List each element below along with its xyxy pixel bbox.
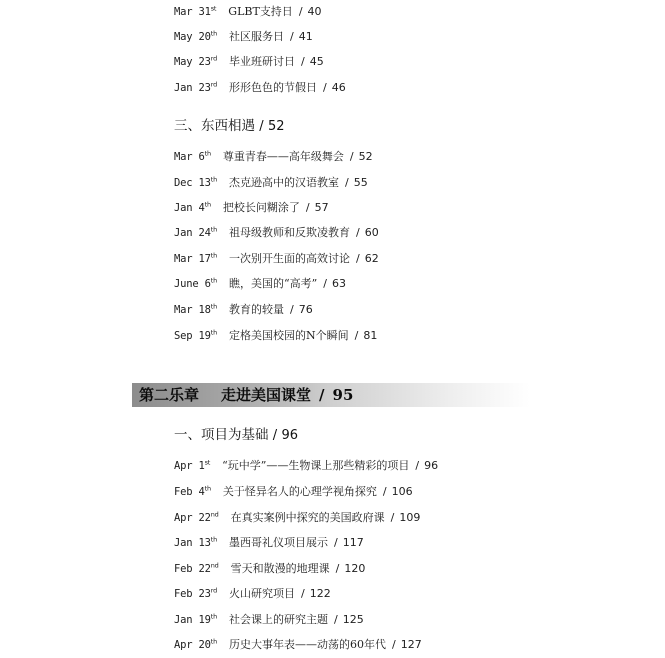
toc-entry — [174, 587, 331, 601]
entry-date: June 6th — [174, 276, 218, 290]
entry-date: Apr 1st — [174, 458, 211, 472]
toc-entry — [174, 201, 329, 215]
entry-page: 122 — [309, 587, 331, 600]
section-heading — [174, 117, 285, 136]
entry-separator: / — [298, 5, 303, 18]
toc-entry — [174, 329, 377, 343]
entry-date: Jan 23rd — [174, 80, 218, 94]
toc-entry — [174, 562, 365, 576]
entry-date: May 20th — [174, 29, 218, 43]
entry-title: 在真实案例中探究的美国政府课 — [230, 511, 385, 524]
toc-entry — [174, 459, 438, 473]
entry-separator: / — [392, 638, 396, 651]
entry-date: Mar 17th — [174, 251, 218, 265]
entry-page: 96 — [424, 459, 439, 472]
entry-title: 墨西哥礼仪项目展示 — [229, 536, 329, 549]
entry-title: 形形色色的节假日 — [229, 81, 318, 94]
entry-title: 毕业班研讨日 — [229, 55, 296, 68]
entry-date: Feb 23rd — [174, 586, 218, 600]
entry-title: 火山研究项目 — [229, 587, 296, 600]
entry-separator: / — [334, 613, 338, 626]
toc-entry — [174, 30, 313, 44]
entry-date: Feb 4th — [174, 484, 211, 498]
entry-separator: / — [390, 511, 395, 524]
entry-page: 81 — [363, 329, 378, 342]
section-separator: / — [259, 119, 264, 134]
entry-separator: / — [415, 459, 420, 472]
chapter-title: 走进美国课堂 — [221, 386, 312, 404]
entry-date: Jan 19th — [174, 612, 218, 626]
entry-title: 雪天和散漫的地理课 — [230, 562, 330, 575]
entry-date: Jan 24th — [174, 225, 218, 239]
toc-entry — [174, 252, 379, 266]
entry-separator: / — [354, 329, 359, 342]
toc-entry — [174, 277, 346, 291]
entry-page: 63 — [332, 277, 346, 290]
entry-title: 历史大事年表——动荡的60年代 — [229, 638, 387, 651]
toc-entry — [174, 511, 420, 525]
entry-date: Feb 22nd — [174, 561, 219, 575]
entry-date: Jan 4th — [174, 200, 211, 214]
entry-page: 117 — [342, 536, 364, 549]
entry-page: 52 — [358, 150, 373, 163]
chapter-separator: / — [319, 386, 325, 404]
entry-separator: / — [345, 176, 349, 189]
entry-separator: / — [382, 485, 387, 498]
entry-separator: / — [290, 30, 294, 43]
entry-page: 40 — [307, 5, 322, 18]
entry-page: 45 — [309, 55, 324, 68]
toc-entry — [174, 638, 422, 652]
entry-separator: / — [349, 150, 354, 163]
toc-entry — [174, 485, 413, 499]
entry-date: Sep 19th — [174, 328, 218, 342]
entry-date: Mar 6th — [174, 149, 211, 163]
entry-date: Mar 18th — [174, 302, 218, 316]
entry-title: 瞧，美国的“高考” — [229, 277, 318, 290]
toc-entry — [174, 55, 324, 69]
toc-entry — [174, 303, 313, 317]
entry-separator: / — [323, 81, 327, 94]
section-heading — [174, 426, 298, 445]
toc-entry — [174, 5, 322, 19]
entry-separator: / — [301, 55, 305, 68]
entry-separator: / — [356, 226, 360, 239]
entry-date: Apr 22nd — [174, 510, 219, 524]
entry-page: 62 — [364, 252, 379, 265]
entry-page: 41 — [298, 30, 313, 43]
section-page: 96 — [281, 428, 299, 443]
entry-date: Jan 13th — [174, 535, 218, 549]
entry-separator: / — [335, 562, 340, 575]
entry-page: 60 — [364, 226, 379, 239]
entry-title: 一次别开生面的高效讨论 — [229, 252, 351, 265]
entry-page: 76 — [298, 303, 313, 316]
entry-title: 祖母级教师和反欺凌教育 — [229, 226, 351, 239]
section-page: 52 — [267, 119, 285, 134]
entry-title: 把校长问糊涂了 — [222, 201, 300, 214]
chapter-heading — [139, 383, 353, 407]
entry-page: 46 — [331, 81, 346, 94]
entry-separator: / — [356, 252, 360, 265]
entry-title: 定格美国校园的N个瞬间 — [229, 329, 349, 342]
entry-date: Apr 20th — [174, 637, 218, 651]
entry-title: GLBT支持日 — [228, 5, 293, 18]
entry-title: 社会课上的研究主题 — [229, 613, 329, 626]
entry-page: 125 — [342, 613, 364, 626]
section-label: 三、东西相遇 — [174, 118, 255, 134]
entry-title: 教育的较量 — [229, 303, 285, 316]
toc-entry — [174, 81, 346, 95]
toc-entry — [174, 150, 373, 164]
toc-entry — [174, 226, 379, 240]
entry-date: Dec 13th — [174, 175, 218, 189]
section-label: 一、项目为基础 — [174, 427, 269, 443]
toc-entry — [174, 536, 364, 550]
entry-title: 杰克逊高中的汉语教室 — [229, 176, 340, 189]
section-separator: / — [272, 428, 278, 443]
entry-page: 106 — [391, 485, 413, 498]
entry-page: 57 — [314, 201, 329, 214]
entry-separator: / — [305, 201, 310, 214]
chapter-page: 95 — [332, 386, 354, 404]
entry-page: 55 — [353, 176, 368, 189]
entry-title: 社区服务日 — [229, 30, 285, 43]
entry-separator: / — [290, 303, 294, 316]
entry-title: 尊重青春——高年级舞会 — [222, 150, 344, 163]
entry-page: 109 — [399, 511, 421, 524]
chapter-label: 第二乐章 — [139, 386, 200, 404]
entry-separator: / — [334, 536, 338, 549]
entry-date: May 23rd — [174, 54, 218, 68]
entry-page: 127 — [400, 638, 422, 651]
entry-title: “玩中学”——生物课上那些精彩的项目 — [222, 459, 410, 472]
entry-separator: / — [301, 587, 305, 600]
entry-title: 关于怪异名人的心理学视角探究 — [222, 485, 377, 498]
toc-entry — [174, 176, 368, 190]
entry-date: Mar 31st — [174, 4, 217, 18]
entry-separator: / — [323, 277, 327, 290]
toc-entry — [174, 613, 364, 627]
entry-page: 120 — [344, 562, 366, 575]
